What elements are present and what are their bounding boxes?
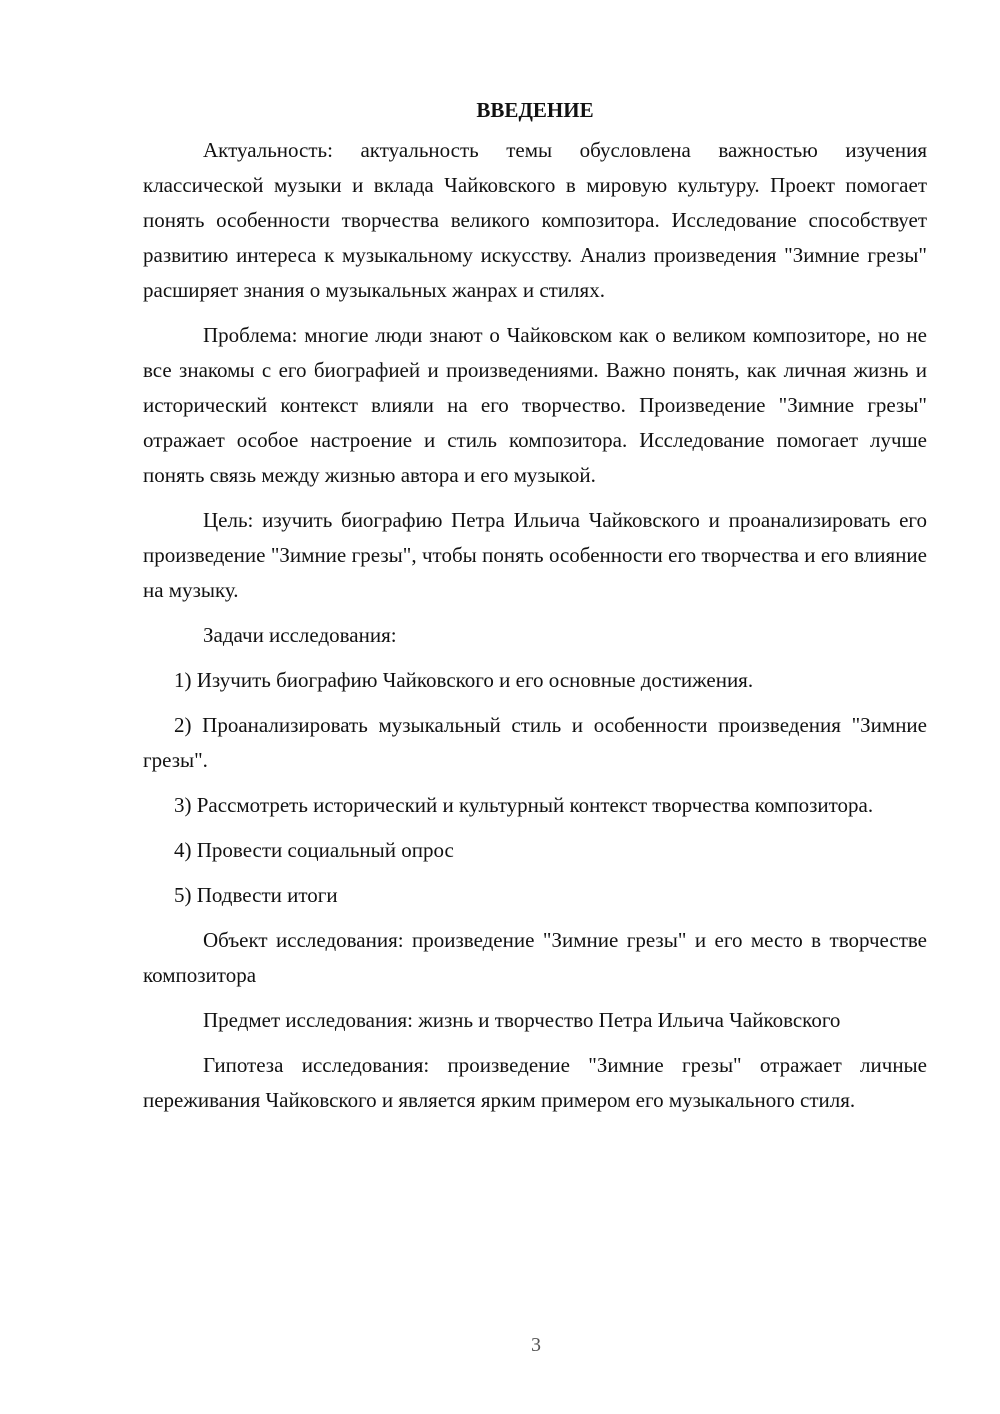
task-item-1: 1) Изучить биографию Чайковского и его основные достижения. <box>174 668 754 692</box>
task-item-5: 5) Подвести итоги <box>174 883 338 907</box>
subject-paragraph: Предмет исследования: жизнь и творчество Петра Ильича Чайковского <box>203 1008 841 1032</box>
task-item-3: 3) Рассмотреть исторический и культурный контекст творчества композитора. <box>174 793 874 817</box>
hypothesis-paragraph: Гипотеза исследования: произведение "Зимние грезы" отражает личные переживания Чайковского и является ярким примером его музыкального стиля. <box>143 1053 927 1112</box>
relevance-paragraph: Актуальность: актуальность темы обусловлена важностью изучения классической музыки и вклада Чайковского в мировую культуру. Проект помогает понять особенности творчества великого композитора. Исследование способствует развитию интереса к музыкальному искусству. Анализ произведения "Зимние грезы" расширяет знания о музыкальных жанрах и стилях. <box>143 138 927 302</box>
section-title: ВВЕДЕНИЕ <box>476 98 594 122</box>
goal-paragraph: Цель: изучить биографию Петра Ильича Чайковского и проанализировать его произведение "Зимние грезы", чтобы понять особенности его творчества и его влияние на музыку. <box>143 508 927 602</box>
problem-paragraph: Проблема: многие люди знают о Чайковском как о великом композиторе, но не все знакомы с его биографией и произведениями. Важно понять, как личная жизнь и исторический контекст влияли на его творчество. Произведение "Зимние грезы" отражает особое настроение и стиль композитора. Исследование помогает лучше понять связь между жизнью автора и его музыкой. <box>143 323 927 487</box>
tasks-heading: Задачи исследования: <box>203 623 397 647</box>
task-item-4: 4) Провести социальный опрос <box>174 838 454 862</box>
page-content <box>143 95 927 1128</box>
page-number: 3 <box>531 1334 541 1356</box>
task-item-2: 2) Проанализировать музыкальный стиль и особенности произведения "Зимние грезы". <box>143 713 927 772</box>
object-paragraph: Объект исследования: произведение "Зимние грезы" и его место в творчестве композитора <box>143 928 927 987</box>
